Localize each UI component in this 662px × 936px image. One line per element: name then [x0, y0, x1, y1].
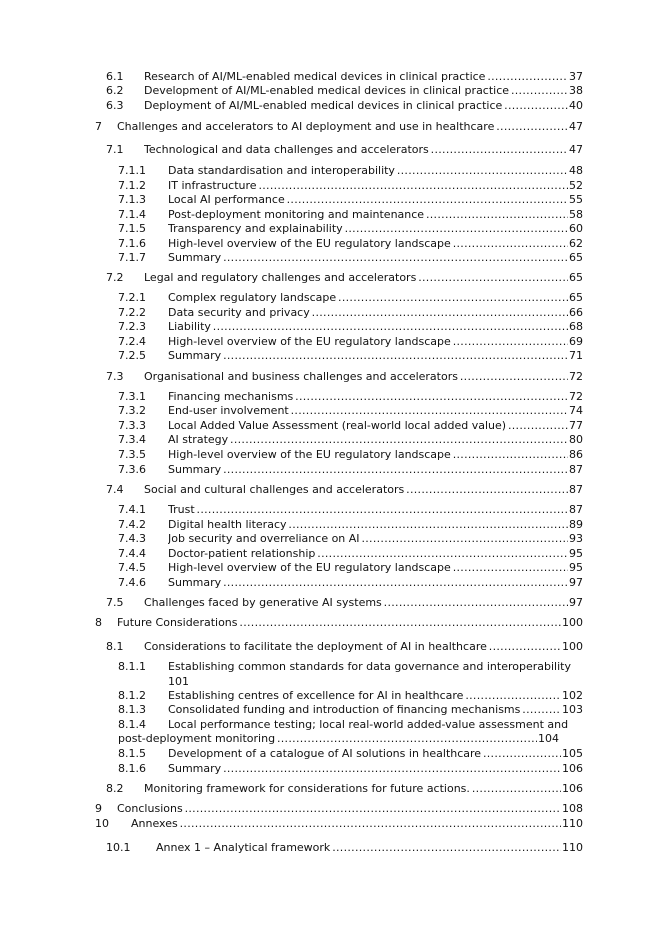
toc-title: Monitoring framework for considerations for future actions. . . . [144, 782, 583, 796]
toc-title: Digital health literacy . . . [168, 518, 583, 532]
toc-title: Local performance testing; local real-world added-value assessment and [168, 718, 569, 731]
toc-entry-7-2-2[interactable] [118, 306, 583, 320]
toc-title: Transparency and explainability . . . [168, 222, 583, 236]
toc-title: Establishing centres of excellence for AI in healthcare . . . [168, 689, 583, 703]
toc-title: Establishing common standards for data governance and interoperability [168, 660, 571, 673]
toc-number: 7.4.6 [118, 576, 146, 589]
toc-number: 9 [95, 802, 102, 815]
toc-entry-8-1-5[interactable] [118, 747, 583, 761]
toc-entry-8-1-2[interactable] [118, 689, 583, 703]
toc-page: 48 [569, 164, 583, 177]
toc-entry-7-4-6[interactable] [118, 576, 583, 590]
toc-title: End-user involvement . . . [168, 404, 583, 418]
toc-entry-7-4-4[interactable] [118, 547, 583, 561]
toc-title: High-level overview of the EU regulatory landscape . . . [168, 335, 583, 349]
toc-title: Deployment of AI/ML-enabled medical devices in clinical practice . . . [144, 99, 583, 113]
toc-number: 6.2 [106, 84, 124, 97]
toc-page: 68 [569, 320, 583, 333]
toc-page: 40 [569, 99, 583, 112]
toc-number: 7.1.5 [118, 222, 146, 235]
toc-page: 38 [569, 84, 583, 97]
toc-number: 8.1.6 [118, 762, 146, 775]
toc-number: 7.3.6 [118, 463, 146, 476]
toc-title: Consolidated funding and introduction of financing mechanisms . . . [168, 703, 583, 717]
toc-title: Summary . . . [168, 349, 583, 363]
toc-entry-7-1-4[interactable] [118, 208, 583, 222]
toc-entry-7-3-1[interactable] [118, 390, 583, 404]
toc-title: Organisational and business challenges and accelerators . . . [144, 370, 583, 384]
toc-entry-8-2[interactable] [106, 782, 583, 796]
toc-page: 86 [569, 448, 583, 461]
toc-number: 8.1.4 [118, 718, 146, 731]
toc-page: 104 [538, 732, 559, 745]
toc-number: 7.3 [106, 370, 124, 383]
toc-number: 6.1 [106, 70, 124, 83]
toc-entry-7-2[interactable] [106, 271, 583, 285]
toc-entry-8-1-6[interactable] [118, 762, 583, 776]
toc-entry-7-3[interactable] [106, 370, 583, 384]
toc-page: 95 [569, 561, 583, 574]
toc-page: 106 [562, 762, 583, 775]
toc-number: 8.1.5 [118, 747, 146, 760]
toc-entry-7-1-3[interactable] [118, 193, 583, 207]
toc-page: 110 [562, 841, 583, 854]
toc-number: 7.3.3 [118, 419, 146, 432]
toc-number: 7.4.2 [118, 518, 146, 531]
toc-title: Challenges and accelerators to AI deployment and use in healthcare . . . [117, 120, 583, 134]
toc-entry-7-4-5[interactable] [118, 561, 583, 575]
toc-page: 74 [569, 404, 583, 417]
toc-number: 8.1 [106, 640, 124, 653]
toc-entry-7-4-3[interactable] [118, 532, 583, 546]
toc-entry-7-3-3[interactable] [118, 419, 583, 433]
toc-page: 66 [569, 306, 583, 319]
toc-title: Financing mechanisms . . . [168, 390, 583, 404]
toc-title: IT infrastructure . . . [168, 179, 583, 193]
toc-entry-7-1-1[interactable] [118, 164, 583, 178]
toc-page: 101 [168, 675, 189, 688]
toc-title: Local Added Value Assessment (real-world local added value) . . . [168, 419, 583, 433]
toc-page: 62 [569, 237, 583, 250]
toc-page: 103 [562, 703, 583, 716]
toc-entry-7-4-2[interactable] [118, 518, 583, 532]
toc-number: 7.1.6 [118, 237, 146, 250]
toc-number: 8.1.2 [118, 689, 146, 702]
toc-page: 93 [569, 532, 583, 545]
toc-title: Annexes . . . [131, 817, 583, 831]
toc-number: 7.4.5 [118, 561, 146, 574]
toc-entry-7-3-6[interactable] [118, 463, 583, 477]
toc-page: 65 [569, 271, 583, 284]
toc-entry-7-3-4[interactable] [118, 433, 583, 447]
toc-title: Annex 1 – Analytical framework . . . [156, 841, 583, 855]
toc-title: High-level overview of the EU regulatory landscape . . . [168, 561, 583, 575]
toc-entry-7[interactable] [95, 120, 583, 134]
toc-page: 58 [569, 208, 583, 221]
toc-title: Social and cultural challenges and accelerators . . . [144, 483, 583, 497]
toc-number: 7.4 [106, 483, 124, 496]
toc-entry-7-2-4[interactable] [118, 335, 583, 349]
toc-page: 47 [569, 143, 583, 156]
toc-page: 100 [562, 616, 583, 629]
toc-number: 7.2.4 [118, 335, 146, 348]
toc-number: 7.4.4 [118, 547, 146, 560]
toc-title: Summary . . . [168, 463, 583, 477]
toc-entry-8[interactable] [95, 616, 583, 630]
toc-entry-7-2-1[interactable] [118, 291, 583, 305]
toc-number: 10.1 [106, 841, 131, 854]
toc-number: 7.2.2 [118, 306, 146, 319]
toc-title: Considerations to facilitate the deployment of AI in healthcare . . . [144, 640, 583, 654]
toc-title: Data standardisation and interoperability . . . [168, 164, 583, 178]
toc-title: Conclusions . . . [117, 802, 583, 816]
toc-entry-8-1-4[interactable] [118, 718, 583, 732]
toc-page: 77 [569, 419, 583, 432]
toc-entry-7-3-5[interactable] [118, 448, 583, 462]
toc-entry-7-1-2[interactable] [118, 179, 583, 193]
toc-number: 8.1.1 [118, 660, 146, 673]
toc-entry-6-2[interactable] [106, 84, 583, 98]
toc-title: Post-deployment monitoring and maintenance . . . [168, 208, 583, 222]
toc-entry-7-4[interactable] [106, 483, 583, 497]
toc-number: 7.1 [106, 143, 124, 156]
toc-page: 87 [569, 503, 583, 516]
toc-title: High-level overview of the EU regulatory landscape . . . [168, 237, 583, 251]
toc-title: Data security and privacy . . . [168, 306, 583, 320]
toc-number: 7.3.4 [118, 433, 146, 446]
toc-title: Summary . . . [168, 251, 583, 265]
toc-page: 87 [569, 463, 583, 476]
toc-entry-8-1-4-continued[interactable] [118, 732, 559, 746]
toc-page: 100 [562, 640, 583, 653]
toc-entry-7-5[interactable] [106, 596, 583, 610]
toc-entry-6-3[interactable] [106, 99, 583, 113]
toc-entry-8-1[interactable] [106, 640, 583, 654]
toc-number: 7.1.2 [118, 179, 146, 192]
toc-entry-9[interactable] [95, 802, 583, 816]
toc-entry-7-4-1[interactable] [118, 503, 583, 517]
toc-entry-7-3-2[interactable] [118, 404, 583, 418]
toc-title: Liability . . . [168, 320, 583, 334]
toc-title: Development of a catalogue of AI solutions in healthcare . . . [168, 747, 583, 761]
toc-page: 87 [569, 483, 583, 496]
toc-page: 47 [569, 120, 583, 133]
toc-number: 7.1.7 [118, 251, 146, 264]
toc-title: Development of AI/ML-enabled medical devices in clinical practice . . . [144, 84, 583, 98]
toc-number: 7.4.3 [118, 532, 146, 545]
toc-number: 7.2 [106, 271, 124, 284]
toc-entry-7-2-5[interactable] [118, 349, 583, 363]
toc-page: 106 [562, 782, 583, 795]
toc-number: 7.2.1 [118, 291, 146, 304]
toc-page: 97 [569, 596, 583, 609]
toc-title-continued: post-deployment monitoring . . . [118, 732, 559, 746]
toc-title: Challenges faced by generative AI systems . . . [144, 596, 583, 610]
toc-page: 97 [569, 576, 583, 589]
toc-entry-10[interactable] [95, 817, 583, 831]
toc-title: High-level overview of the EU regulatory landscape . . . [168, 448, 583, 462]
toc-page: 55 [569, 193, 583, 206]
toc-number: 7.5 [106, 596, 124, 609]
toc-entry-7-1-6[interactable] [118, 237, 583, 251]
toc-title: Complex regulatory landscape . . . [168, 291, 583, 305]
toc-number: 8.1.3 [118, 703, 146, 716]
toc-number: 7.2.3 [118, 320, 146, 333]
toc-title: Doctor-patient relationship . . . [168, 547, 583, 561]
toc-entry-8-1-3[interactable] [118, 703, 583, 717]
toc-title: Job security and overreliance on AI . . . [168, 532, 583, 546]
toc-page: 69 [569, 335, 583, 348]
toc-page: 60 [569, 222, 583, 235]
toc-page: 52 [569, 179, 583, 192]
toc-number: 7.3.2 [118, 404, 146, 417]
toc-number: 7.1.1 [118, 164, 146, 177]
toc-title: Technological and data challenges and accelerators . . . [144, 143, 583, 157]
toc-page: 72 [569, 390, 583, 403]
toc-number: 7.4.1 [118, 503, 146, 516]
toc-number: 6.3 [106, 99, 124, 112]
toc-entry-7-1[interactable] [106, 143, 583, 157]
toc-page: 72 [569, 370, 583, 383]
toc-page: 110 [562, 817, 583, 830]
toc-number: 7 [95, 120, 102, 133]
toc-page: 65 [569, 291, 583, 304]
toc-title: AI strategy . . . [168, 433, 583, 447]
toc-page: 65 [569, 251, 583, 264]
toc-number: 8.2 [106, 782, 124, 795]
toc-page: 108 [562, 802, 583, 815]
toc-number: 7.1.3 [118, 193, 146, 206]
toc-number: 7.3.5 [118, 448, 146, 461]
toc-page: 102 [562, 689, 583, 702]
toc-number: 7.1.4 [118, 208, 146, 221]
toc-entry-10-1[interactable] [106, 841, 583, 855]
toc-title: Legal and regulatory challenges and accelerators . . . [144, 271, 583, 285]
toc-entry-6-1[interactable] [106, 70, 583, 84]
toc-entry-7-1-7[interactable] [118, 251, 583, 265]
toc-page: 95 [569, 547, 583, 560]
toc-entry-8-1-1[interactable] [118, 660, 583, 689]
toc-title: Summary . . . [168, 576, 583, 590]
toc-title: Research of AI/ML-enabled medical devices in clinical practice . . . [144, 70, 583, 84]
toc-page: 89 [569, 518, 583, 531]
toc-title: Trust . . . [168, 503, 583, 517]
toc-page: 105 [562, 747, 583, 760]
toc-number: 8 [95, 616, 102, 629]
toc-entry-7-2-3[interactable] [118, 320, 583, 334]
toc-page: 37 [569, 70, 583, 83]
toc-title: Local AI performance . . . [168, 193, 583, 207]
toc-number: 7.3.1 [118, 390, 146, 403]
toc-entry-7-1-5[interactable] [118, 222, 583, 236]
toc-title: Future Considerations . . . [117, 616, 583, 630]
toc-title: Summary . . . [168, 762, 583, 776]
toc-page: 71 [569, 349, 583, 362]
toc-page: 80 [569, 433, 583, 446]
toc-number: 7.2.5 [118, 349, 146, 362]
toc-number: 10 [95, 817, 109, 830]
